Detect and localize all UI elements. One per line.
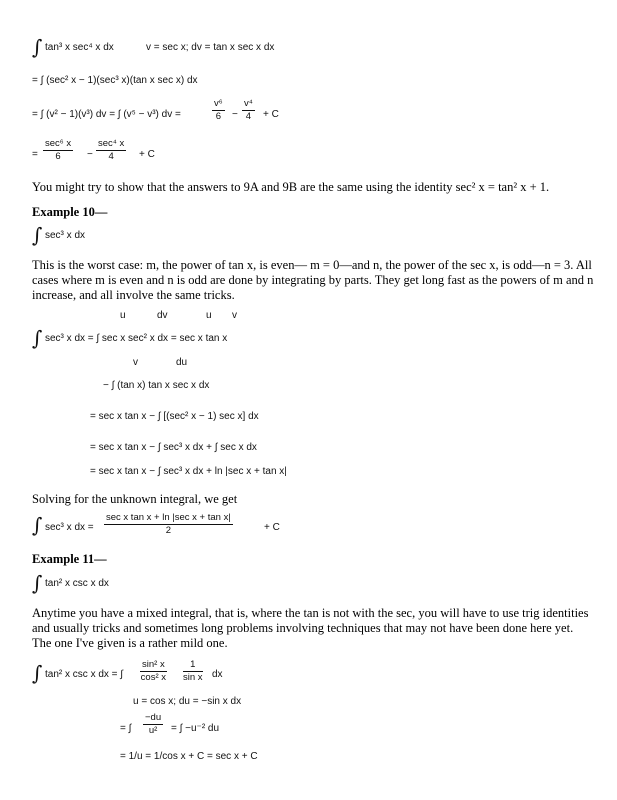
math-line: sec³ x dx = — [45, 522, 94, 533]
math-line: tan² x csc x dx — [45, 578, 109, 589]
paragraph: Anytime you have a mixed integral, that is, where the tan is not with the sec, you will have to use trig identities — [32, 606, 589, 620]
numerator: v⁴ — [242, 99, 255, 111]
parts-label: dv — [157, 310, 168, 321]
integral-sign: ∫ — [32, 223, 43, 247]
math-line: − — [87, 149, 93, 160]
math-line: = ∫ — [120, 723, 132, 734]
math-line: tan³ x sec⁴ x dx — [45, 42, 114, 53]
math-line: sec³ x dx = ∫ sec x sec² x dx = sec x tan x — [45, 333, 228, 344]
math-line: + C — [139, 149, 155, 160]
math-line: = sec x tan x − ∫ [(sec² x − 1) sec x] dx — [90, 411, 259, 422]
fraction — [140, 660, 167, 684]
math-line: + C — [264, 522, 280, 533]
math-line: u = cos x; du = −sin x dx — [133, 696, 242, 707]
math-line: sec³ x dx — [45, 230, 86, 241]
parts-label: u — [206, 310, 212, 321]
math-line: = ∫ (v² − 1)(v³) dv = ∫ (v⁵ − v³) dv = — [32, 109, 181, 120]
fraction — [96, 139, 126, 163]
integral-sign: ∫ — [32, 661, 43, 685]
denominator: 6 — [55, 151, 61, 163]
numerator: sin² x — [140, 660, 167, 672]
numerator: sec⁶ x — [43, 139, 73, 151]
section-heading: Example 10— — [32, 205, 108, 219]
denominator: 6 — [215, 111, 221, 123]
numerator: sec⁴ x — [96, 139, 126, 151]
denominator: u² — [148, 725, 158, 737]
parts-label: u — [120, 310, 126, 321]
math-line: + C — [263, 109, 279, 120]
integral-sign: ∫ — [32, 513, 43, 537]
paragraph: cases where m is even and n is odd are done by integrating by parts. They get long fast as the powers of m and n — [32, 273, 594, 287]
denominator: 2 — [165, 525, 172, 537]
parts-label: v — [232, 310, 237, 321]
denominator: 4 — [245, 111, 252, 123]
math-line: = — [32, 149, 38, 160]
numerator: −du — [143, 713, 163, 725]
paragraph: and usually tricks and sometimes long problems involving techniques that may not have been done here yet. — [32, 621, 574, 635]
paragraph: You might try to show that the answers to 9A and 9B are the same using the identity sec² x = tan² x + 1. — [32, 180, 550, 194]
numerator: 1 — [183, 660, 203, 672]
denominator: 4 — [108, 151, 114, 163]
fraction — [104, 513, 233, 537]
section-heading: Example 11— — [32, 552, 107, 566]
math-line: = ∫ (sec² x − 1)(sec³ x)(tan x sec x) dx — [32, 75, 198, 86]
paragraph: Solving for the unknown integral, we get — [32, 492, 238, 506]
math-line: = ∫ −u⁻² du — [171, 723, 220, 734]
denominator: cos² x — [140, 672, 167, 684]
parts-label: du — [176, 357, 188, 368]
fraction — [43, 139, 73, 163]
math-line: − — [232, 109, 238, 120]
math-line: = 1/u = 1/cos x + C = sec x + C — [120, 751, 258, 762]
numerator: v⁶ — [212, 99, 225, 111]
math-line: = sec x tan x − ∫ sec³ x dx + ln |sec x + tan x| — [90, 466, 287, 477]
parts-label: v — [133, 357, 138, 368]
math-line: = sec x tan x − ∫ sec³ x dx + ∫ sec x dx — [90, 442, 257, 453]
paragraph: increase, and all involve the same tricks. — [32, 288, 235, 302]
integral-sign: ∫ — [32, 571, 43, 595]
fraction — [143, 713, 163, 737]
paragraph: The one I've given is a rather mild one. — [32, 636, 228, 650]
integral-sign: ∫ — [32, 35, 43, 59]
fraction — [183, 660, 203, 684]
math-line: dx — [212, 669, 223, 680]
math-line: v = sec x; dv = tan x sec x dx — [146, 42, 275, 53]
paragraph: This is the worst case: m, the power of tan x, is even— m = 0—and n, the power of the sec x, is odd—n = 3. All — [32, 258, 592, 272]
fraction — [212, 99, 225, 123]
fraction — [242, 99, 255, 123]
math-line: tan² x csc x dx = ∫ — [45, 669, 124, 680]
denominator: sin x — [183, 672, 203, 684]
integral-sign: ∫ — [32, 326, 43, 350]
numerator: sec x tan x + ln |sec x + tan x| — [104, 513, 233, 525]
math-line: − ∫ (tan x) tan x sec x dx — [103, 380, 210, 391]
